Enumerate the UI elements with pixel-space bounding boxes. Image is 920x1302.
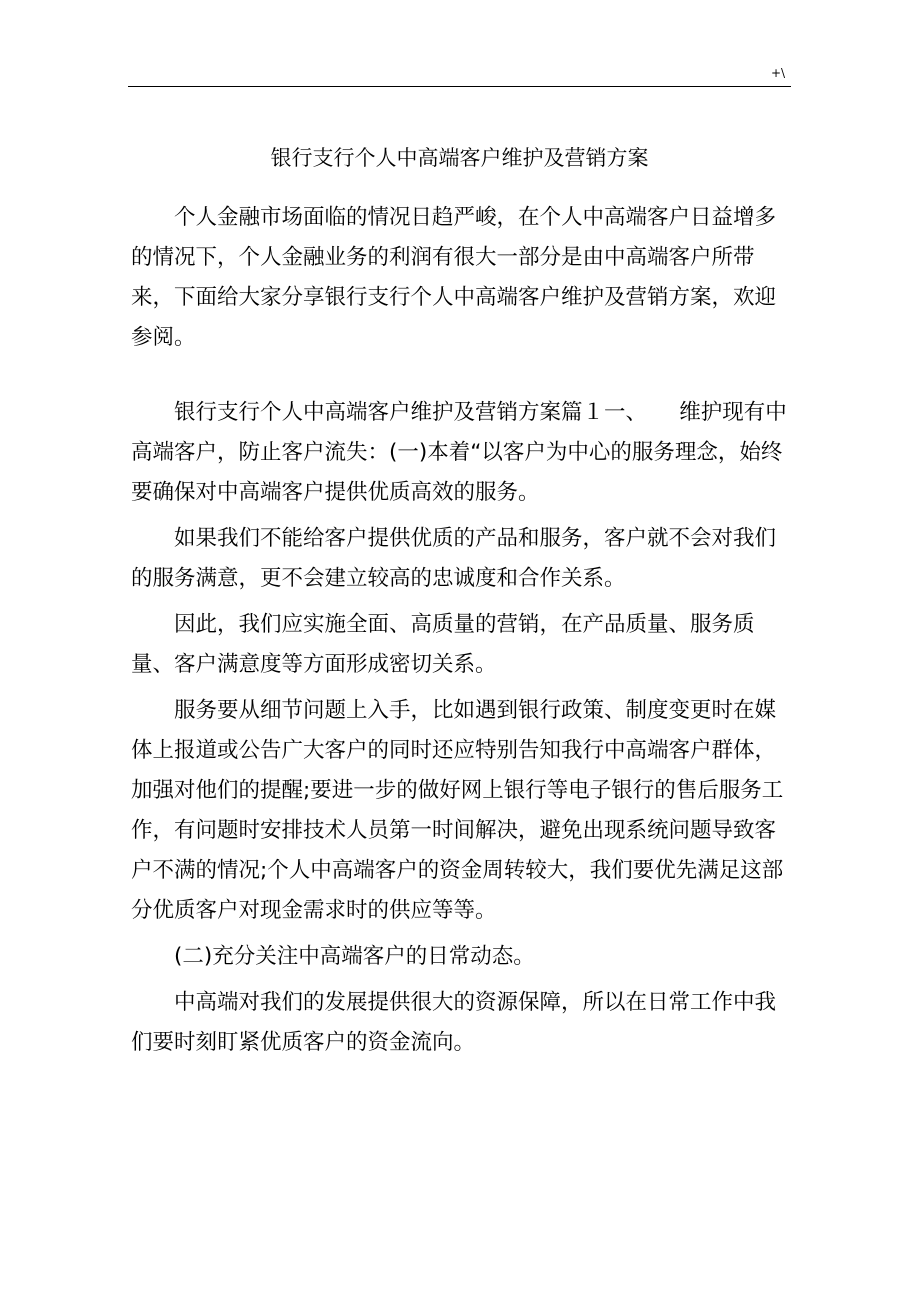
body-paragraph-3: 因此，我们应实施全面、高质量的营销，在产品质量、服务质量、客户满意度等方面形成密切关系。 bbox=[131, 612, 755, 677]
body-paragraph-2: 如果我们不能给客户提供优质的产品和服务，客户就不会对我们的服务满意，更不会建立较高的忠诚度和合作关系。 bbox=[131, 526, 777, 591]
body-paragraph-5: (二)充分关注中高端客户的日常动态。 bbox=[174, 944, 535, 969]
intro-paragraph: 个人金融市场面临的情况日趋严峻，在个人中高端客户日益增多的情况下，个人金融业务的利润有很大一部分是由中高端客户所带来，下面给大家分享银行支行个人中高端客户维护及营销方案，欢迎参阅。 bbox=[131, 205, 777, 350]
body-paragraph-4: 服务要从细节问题上入手，比如遇到银行政策、制度变更时在媒体上报道或公告广大客户的同时还应特别告知我行中高端客户群体，加强对他们的提醒;要进一步的做好网上银行等电子银行的售后服务工作，有问题时安排技术人员第一时间解决，避免出现系统问题导致客户不满的情况;个人中高端客户的资金周转较大，我们要优先满足这部分优质客户对现金需求时的供应等等。 bbox=[131, 698, 784, 923]
document-title: 银行支行个人中高端客户维护及营销方案 bbox=[270, 146, 649, 170]
intro-section bbox=[131, 198, 791, 358]
header-mark: +\ bbox=[771, 66, 786, 80]
header-rule bbox=[128, 86, 791, 87]
body-section bbox=[131, 393, 791, 1063]
body-paragraph-1: 银行支行个人中高端客户维护及营销方案篇１一、 维护现有中高端客户，防止客户流失：(一)本着“以客户为中心的服务理念，始终要确保对中高端客户提供优质高效的服务。 bbox=[131, 400, 787, 505]
body-paragraph-6: 中高端对我们的发展提供很大的资源保障，所以在日常工作中我们要时刻盯紧优质客户的资金流向。 bbox=[131, 990, 777, 1055]
